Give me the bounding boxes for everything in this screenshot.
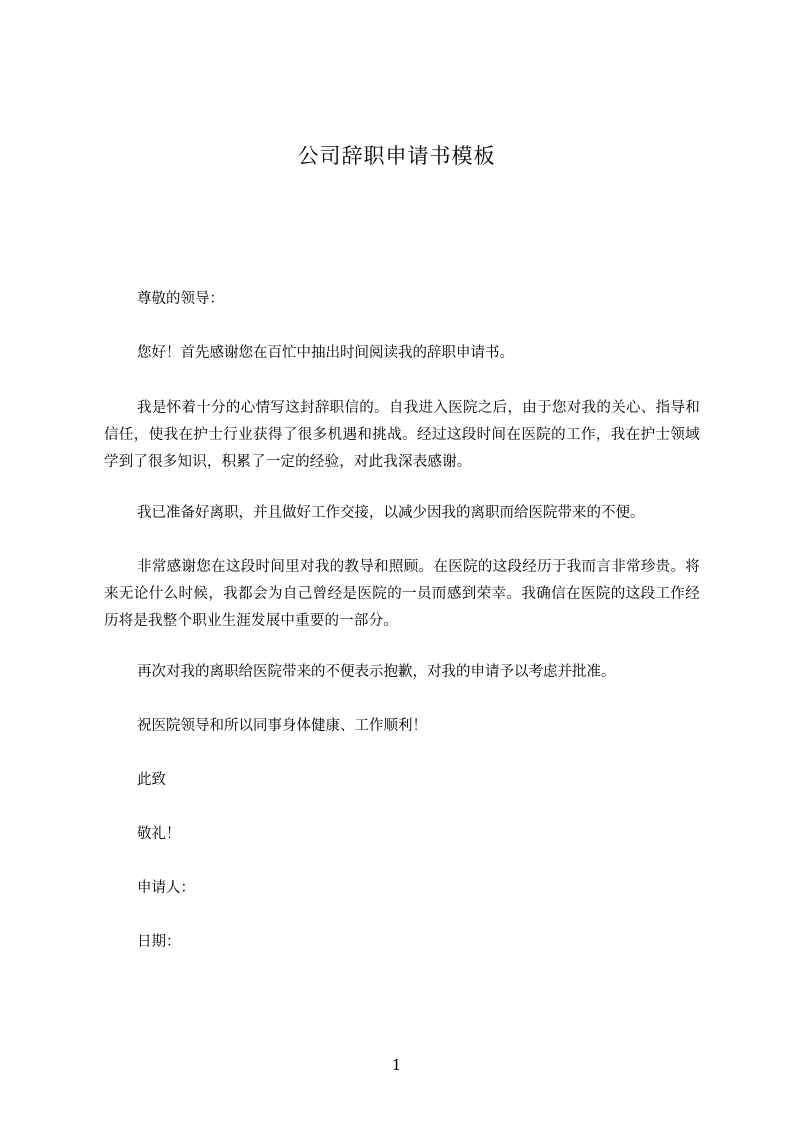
- closing-line: 此致: [137, 772, 166, 788]
- document-title: 公司辞职申请书模板: [297, 144, 496, 168]
- body-paragraph-1: 我是怀着十分的心情写这封辞职信的。自我进入医院之后，由于您对我的关心、指导和信任，使我在护士行业获得了很多机遇和挑战。经过这段时间在医院的工作，我在护士领域学到了很多知识，积累了一定的经验，对此我深表感谢。: [104, 400, 700, 470]
- respect-line: 敬礼！: [137, 826, 181, 842]
- applicant-label: 申请人：: [137, 880, 195, 896]
- salutation: 尊敬的领导：: [137, 291, 224, 307]
- body-paragraph-3: 非常感谢您在这段时间里对我的教导和照顾。在医院的这段经历于我而言非常珍贵。将来无论什么时候，我都会为自己曾经是医院的一员而感到荣幸。我确信在医院的这段工作经历将是我整个职业生涯发展中重要的一部分。: [104, 559, 700, 629]
- page-number: 1: [391, 1056, 402, 1074]
- greeting-paragraph: 您好！首先感谢您在百忙中抽出时间阅读我的辞职申请书。: [137, 345, 514, 361]
- date-label: 日期：: [137, 934, 181, 950]
- body-paragraph-2: 我已准备好离职，并且做好工作交接，以减少因我的离职而给医院带来的不便。: [137, 505, 645, 521]
- apology-paragraph: 再次对我的离职给医院带来的不便表示抱歉，对我的申请予以考虑并批准。: [137, 664, 616, 680]
- wishes-paragraph: 祝医院领导和所以同事身体健康、工作顺利！: [137, 718, 427, 734]
